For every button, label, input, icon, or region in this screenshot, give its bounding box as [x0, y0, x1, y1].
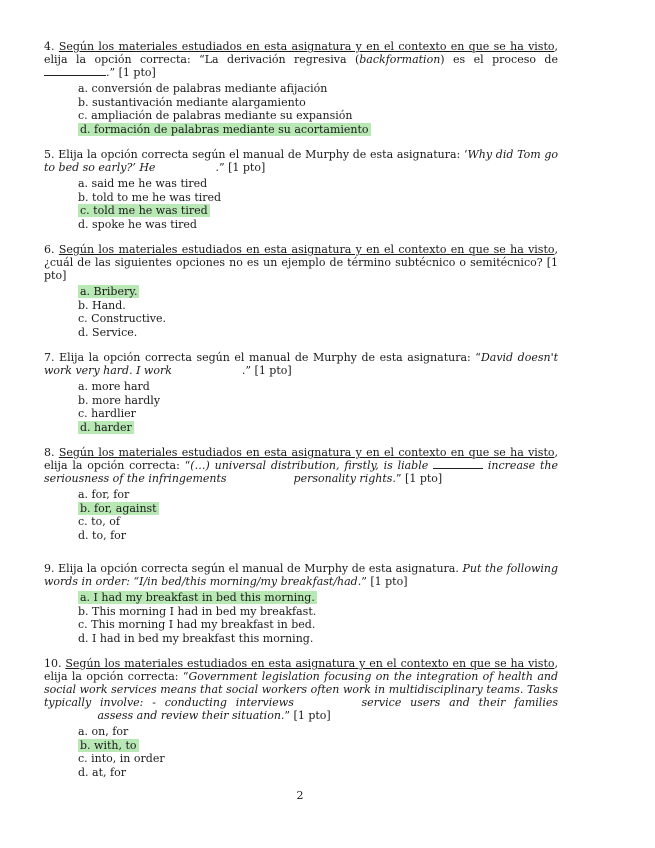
- stem-italic: personality rights.: [293, 472, 396, 485]
- highlighted-answer: c. told me he was tired: [80, 204, 208, 217]
- question-number: 4.: [44, 40, 55, 53]
- option-c[interactable]: c. hardlier: [78, 407, 136, 420]
- option-d[interactable]: d. I had in bed my breakfast this morning.: [78, 631, 314, 645]
- stem-text: ) es el proceso de: [440, 53, 558, 66]
- highlighted-answer: b. with, to: [80, 738, 137, 752]
- stem-points: .” [1 pto]: [241, 364, 292, 377]
- options: [78, 488, 558, 542]
- options: [78, 285, 558, 339]
- option-d[interactable]: d. at, for: [78, 765, 126, 779]
- stem-italic: (…) universal distribution, firstly, is liable: [190, 459, 429, 472]
- stem-text: , elija la opción correcta: “: [44, 446, 558, 472]
- stem-points: ” [1 pto]: [284, 709, 331, 722]
- option-b[interactable]: b. This morning I had in bed my breakfast.: [78, 604, 317, 618]
- stem-italic: Government legislation focusing on the integration of health and social work services means that social workers often work in multidisciplinary teams. Tasks typically involve: - conducting interviews: [44, 670, 559, 709]
- question-stem: [44, 562, 558, 588]
- options: [78, 82, 558, 136]
- question-10: [44, 657, 558, 779]
- question-4: [44, 40, 558, 136]
- option-d[interactable]: d. to, for: [78, 528, 127, 542]
- stem-italic: Put the following words in order: “I/in bed/this morning/my breakfast/had.: [44, 562, 559, 588]
- stem-text: Elija la opción correcta según el manual de Murphy de esta asignatura: ‘: [58, 148, 468, 161]
- stem-points: ” [1 pto]: [395, 472, 443, 485]
- question-stem: [44, 148, 558, 174]
- highlighted-answer: d. formación de palabras mediante su acortamiento: [80, 122, 369, 136]
- option-c[interactable]: c. into, in order: [78, 752, 165, 765]
- options: [78, 177, 558, 231]
- option-b[interactable]: b. told to me he was tired: [78, 190, 222, 204]
- question-list: [44, 40, 558, 791]
- stem-text: , elija la opción correcta: “: [44, 657, 558, 683]
- stem-points: .” [1 pto]: [106, 66, 156, 79]
- question-number: 5.: [44, 148, 55, 161]
- option-d-correct[interactable]: [78, 421, 558, 435]
- option-a[interactable]: a. conversión de palabras mediante afijación: [78, 82, 328, 95]
- stem-underlined: Según los materiales estudiados en esta asignatura y en el contexto en que se ha visto: [65, 657, 555, 670]
- stem-italic: David doesn't work very hard. I work: [44, 351, 559, 377]
- page-number: 2: [296, 789, 304, 802]
- stem-text: , elija la opción correcta: “La derivación regresiva (: [44, 40, 558, 66]
- question-9: [44, 562, 558, 645]
- option-a[interactable]: a. on, for: [78, 725, 129, 738]
- stem-italic: backformation: [359, 53, 441, 66]
- question-6: [44, 243, 558, 339]
- options: [78, 725, 558, 779]
- option-c[interactable]: c. to, of: [78, 515, 120, 528]
- option-c[interactable]: c. ampliación de palabras mediante su expansión: [78, 109, 353, 122]
- answer-blank: [433, 468, 483, 469]
- option-a[interactable]: a. for, for: [78, 488, 130, 501]
- options: [78, 591, 558, 645]
- stem-italic: increase the seriousness of the infringements: [44, 459, 558, 485]
- stem-text: Elija la opción correcta según el manual de Murphy de esta asignatura.: [58, 562, 463, 575]
- option-c[interactable]: c. This morning I had my breakfast in bed.: [78, 618, 316, 631]
- option-b[interactable]: b. more hardly: [78, 393, 161, 407]
- option-d[interactable]: d. spoke he was tired: [78, 217, 197, 231]
- question-stem: [44, 657, 558, 722]
- highlighted-answer: a. Bribery.: [80, 285, 138, 298]
- question-number: 10.: [44, 657, 62, 670]
- option-a[interactable]: a. said me he was tired: [78, 177, 208, 190]
- option-b[interactable]: b. Hand.: [78, 298, 126, 312]
- option-c[interactable]: c. Constructive.: [78, 312, 167, 325]
- stem-underlined: Según los materiales estudiados en esta asignatura y en el contexto en que se ha visto: [58, 40, 555, 53]
- stem-italic: assess and review their situation.: [97, 709, 285, 722]
- highlighted-answer: b. for, against: [80, 501, 157, 515]
- question-stem: [44, 40, 558, 79]
- stem-underlined: Según los materiales estudiados en esta asignatura y en el contexto en que se ha visto: [58, 446, 555, 459]
- question-number: 9.: [44, 562, 55, 575]
- stem-underlined: Según los materiales estudiados en esta asignatura y en el contexto en que se ha visto: [58, 243, 555, 256]
- stem-points: .” [1 pto]: [215, 161, 266, 174]
- option-c-correct[interactable]: [78, 204, 558, 218]
- answer-blank: [44, 75, 106, 76]
- option-d-correct[interactable]: [78, 123, 558, 137]
- stem-italic: service users and their families: [361, 696, 558, 709]
- options: [78, 380, 558, 434]
- stem-points: ” [1 pto]: [361, 575, 408, 588]
- question-7: [44, 351, 558, 434]
- option-a[interactable]: a. more hard: [78, 380, 150, 393]
- option-a-correct[interactable]: [78, 285, 558, 299]
- option-b-correct[interactable]: [78, 502, 558, 516]
- question-number: 7.: [44, 351, 55, 364]
- stem-text: Elija la opción correcta según el manual de Murphy de esta asignatura: “: [59, 351, 481, 364]
- option-b-correct[interactable]: [78, 739, 558, 753]
- option-b[interactable]: b. sustantivación mediante alargamiento: [78, 95, 306, 109]
- question-number: 6.: [44, 243, 55, 256]
- stem-text: , ¿cuál de las siguientes opciones no es un ejemplo de término subtécnico o semitécnico? [1 pto]: [44, 243, 558, 282]
- question-8: [44, 446, 558, 542]
- option-d[interactable]: d. Service.: [78, 325, 138, 339]
- question-stem: [44, 446, 558, 485]
- question-number: 8.: [44, 446, 55, 459]
- question-stem: [44, 351, 558, 377]
- question-stem: [44, 243, 558, 282]
- highlighted-answer: d. harder: [80, 420, 132, 434]
- highlighted-answer: a. I had my breakfast in bed this morning.: [80, 591, 315, 604]
- stem-italic: Why did Tom go to bed so early?’ He: [44, 148, 558, 174]
- question-5: [44, 148, 558, 231]
- option-a-correct[interactable]: [78, 591, 558, 605]
